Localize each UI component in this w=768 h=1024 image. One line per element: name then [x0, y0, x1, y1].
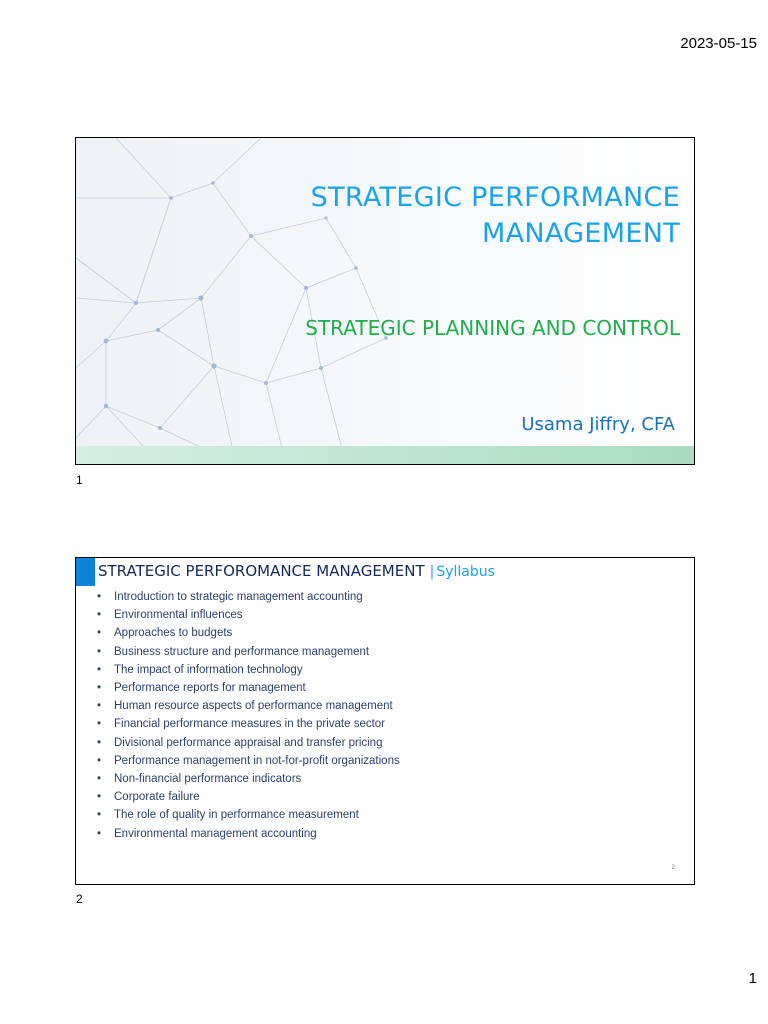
- slide-heading: [98, 560, 495, 582]
- list-item: • Performance management in not-for-profit organizations: [96, 752, 400, 770]
- list-item: • Environmental management accounting: [96, 825, 400, 843]
- list-item: • The impact of information technology: [96, 661, 400, 679]
- slide-number-2: 2: [76, 892, 83, 906]
- slide-number-1: 1: [76, 473, 83, 487]
- heading-subtitle: Syllabus: [436, 564, 495, 580]
- slide-subtitle: STRATEGIC PLANNING AND CONTROL: [305, 316, 680, 340]
- slide-title-line2: MANAGEMENT: [482, 218, 680, 249]
- list-item: • Non-financial performance indicators: [96, 770, 400, 788]
- slide-title-line1: STRATEGIC PERFORMANCE: [310, 182, 680, 213]
- syllabus-slide: [75, 557, 695, 885]
- list-item: • Environmental influences: [96, 606, 400, 624]
- page-number: 1: [748, 970, 757, 987]
- title-slide: [75, 137, 695, 465]
- slide-title: [180, 180, 680, 252]
- list-item: • Approaches to budgets: [96, 624, 400, 642]
- list-item: • Introduction to strategic management accounting: [96, 588, 400, 606]
- page-date: 2023-05-15: [680, 35, 757, 52]
- syllabus-list: [96, 588, 400, 843]
- list-item: • Financial performance measures in the private sector: [96, 715, 400, 733]
- list-item: • Corporate failure: [96, 788, 400, 806]
- list-item: • The role of quality in performance measurement: [96, 806, 400, 824]
- heading-title: STRATEGIC PERFOROMANCE MANAGEMENT: [98, 562, 425, 580]
- heading-separator: |: [429, 564, 435, 580]
- list-item: • Performance reports for management: [96, 679, 400, 697]
- list-item: • Divisional performance appraisal and transfer pricing: [96, 734, 400, 752]
- bottom-band: [76, 446, 694, 464]
- list-item: • Business structure and performance management: [96, 643, 400, 661]
- slide-author: Usama Jiffry, CFA: [521, 414, 675, 435]
- heading-accent-bar: [76, 558, 95, 586]
- inner-slide-page-number: 2: [671, 865, 675, 871]
- list-item: • Human resource aspects of performance management: [96, 697, 400, 715]
